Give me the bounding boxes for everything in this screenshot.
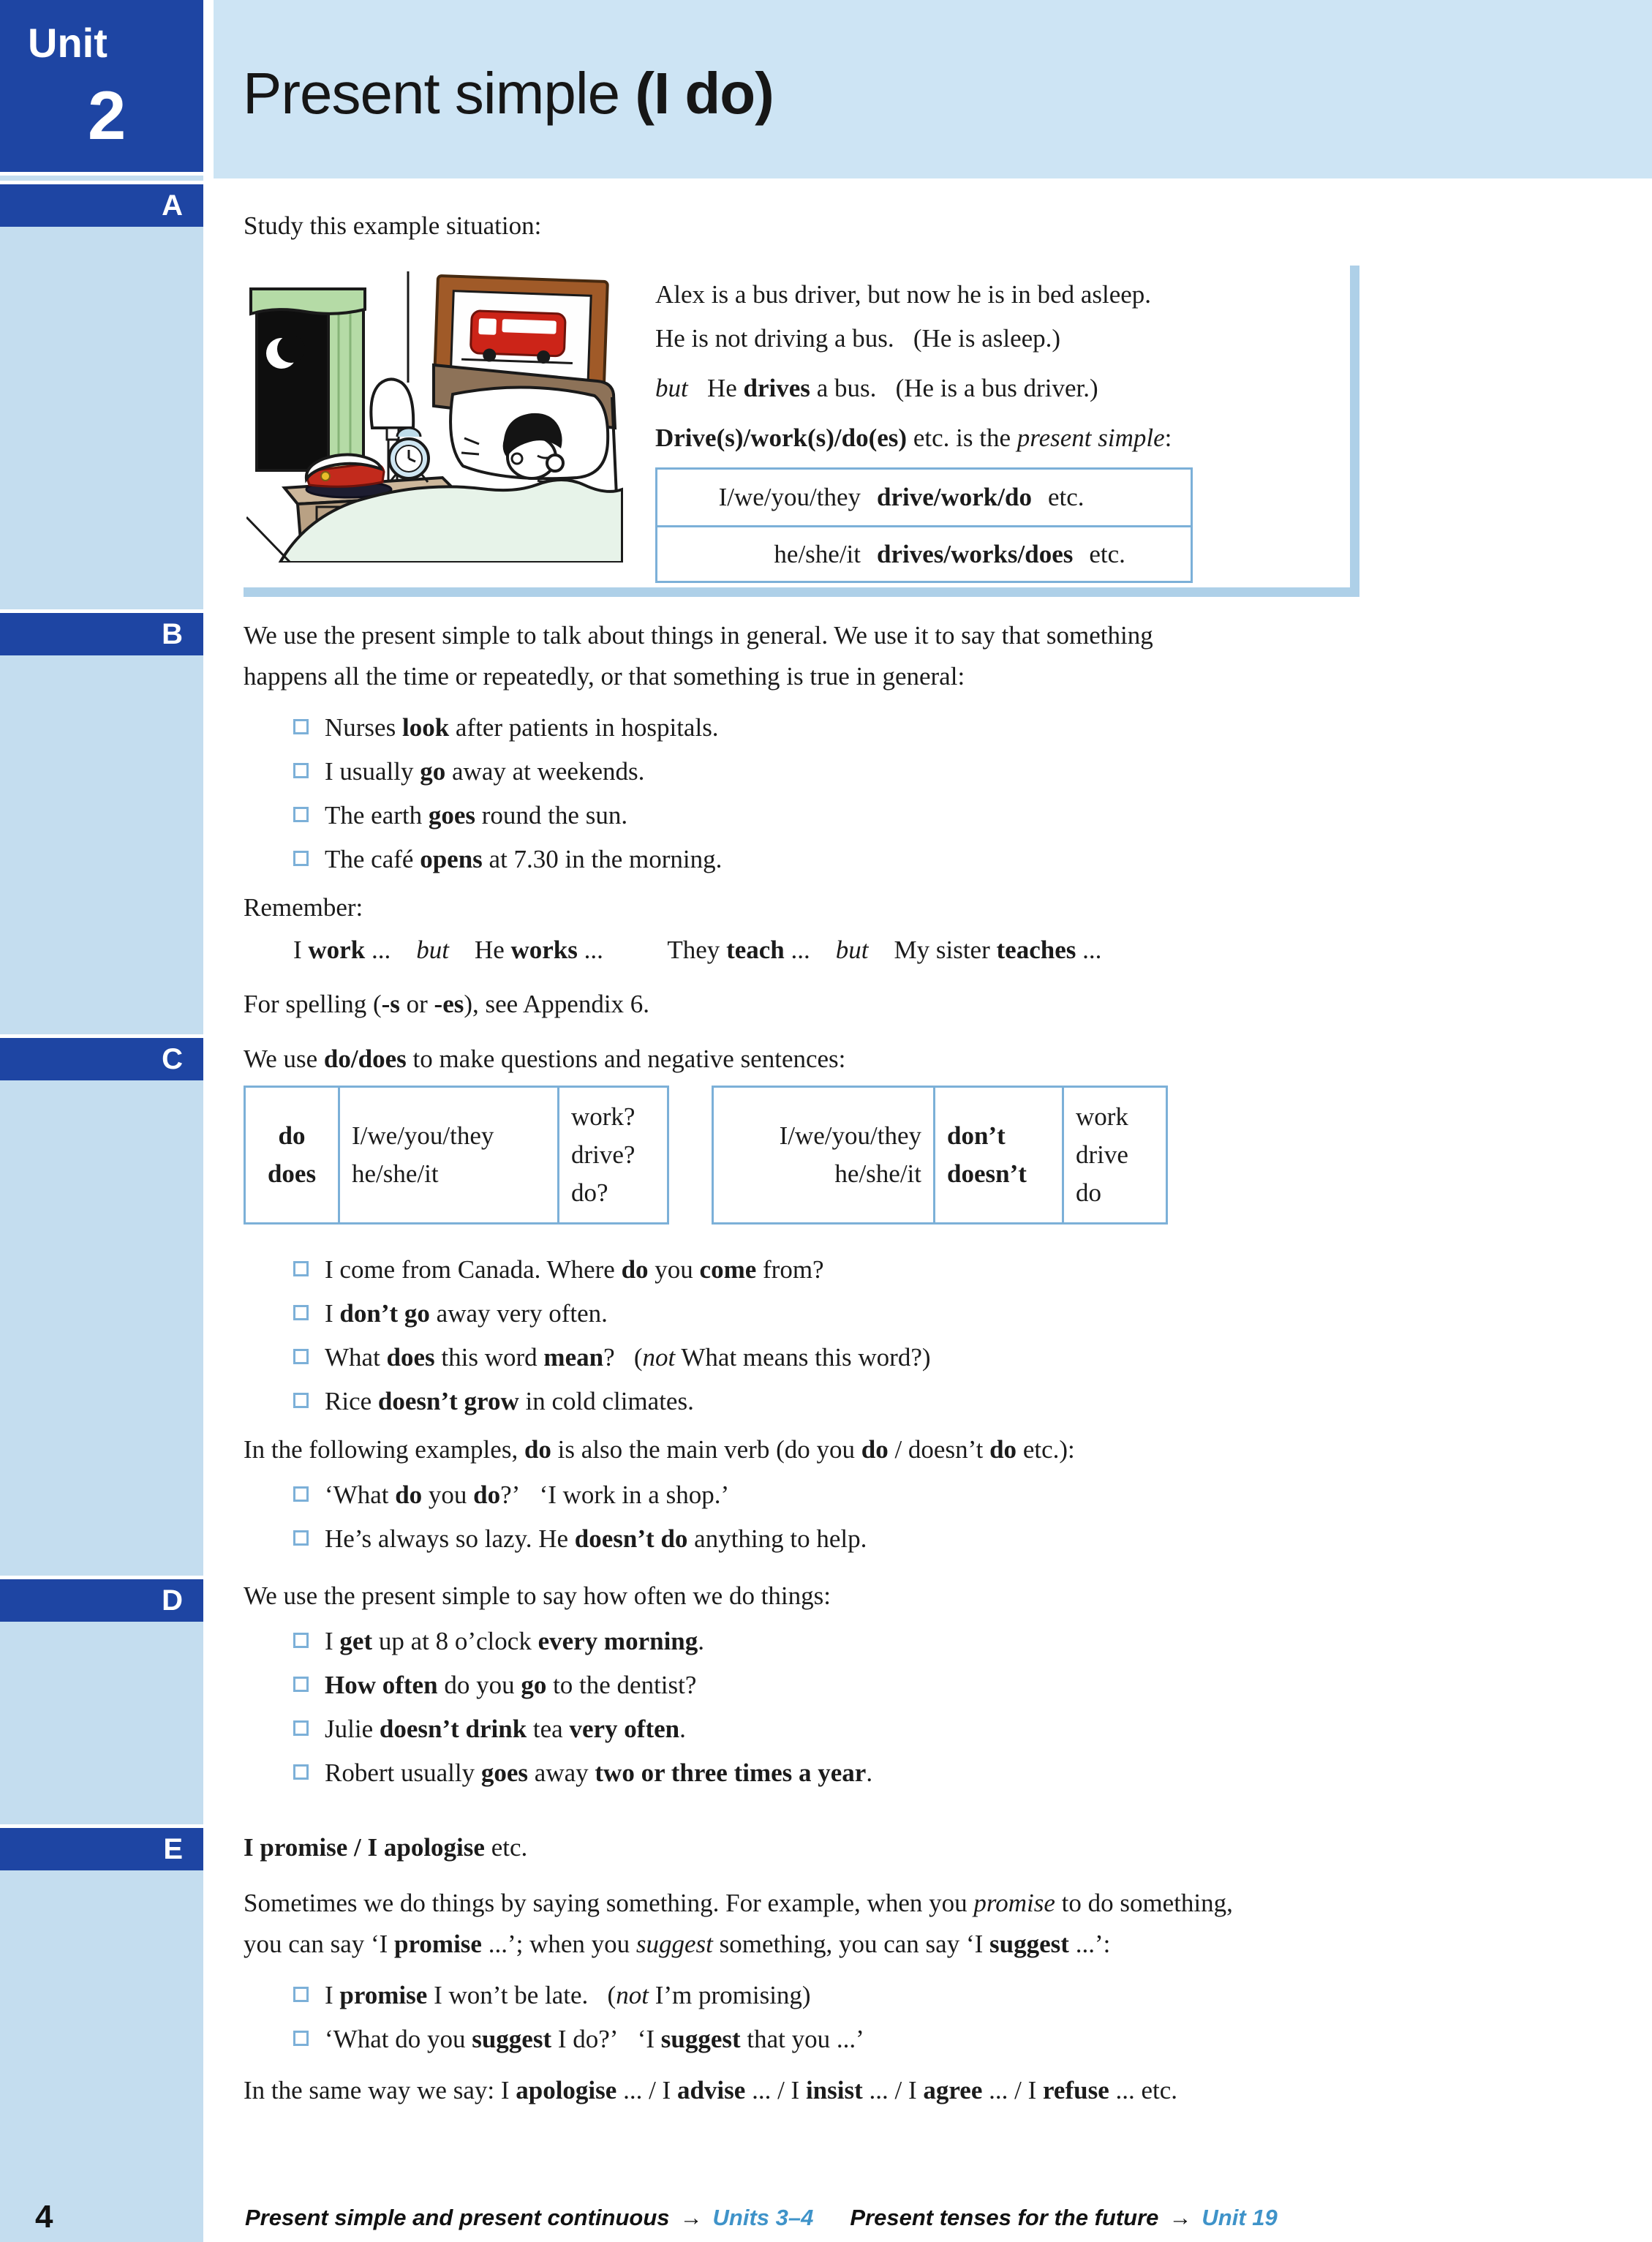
example-bullet (293, 1337, 1564, 1378)
table-line: don’t (947, 1121, 1006, 1150)
example-bullet (293, 839, 1564, 880)
table-line: do? (571, 1178, 608, 1207)
section-e (0, 1824, 1652, 2111)
page-title (243, 61, 774, 126)
example-line: but He drives a bus. (He is a bus driver.) (655, 374, 1098, 402)
section-b-label-column (0, 609, 203, 655)
remember-label: Remember: (244, 893, 363, 922)
section-b-body (203, 609, 1652, 1025)
example-bullet (293, 1519, 1564, 1560)
verb-column (1062, 1088, 1166, 1222)
example-text: How often do you go to the dentist? (325, 1671, 697, 1699)
table-row (657, 470, 1191, 525)
example-line: Alex is a bus driver, but now he is in bed asleep. (655, 280, 1152, 309)
example-list (244, 707, 1564, 880)
section-d (0, 1576, 1652, 1797)
example-list (244, 1621, 1564, 1794)
section-b-intro: We use the present simple to talk about things in general. We use it to say that something happens all the time or repeatedly, or that something is true in general: (244, 621, 1153, 691)
verbs-cell: drive/work/do (877, 483, 1032, 511)
reference-text: Present simple and present continuous (245, 2205, 670, 2230)
section-c-body (203, 1034, 1652, 1562)
unit-reference-link: Units 3–4 (712, 2205, 814, 2230)
example-list (244, 1975, 1564, 2060)
section-b (0, 609, 1652, 1025)
section-d-label-column (0, 1576, 203, 1622)
do-does-tables (244, 1086, 1564, 1225)
bullet-square-icon (293, 2031, 309, 2046)
example-text: Nurses look after patients in hospitals. (325, 713, 719, 742)
unit-badge (0, 0, 203, 176)
bullet-square-icon (293, 763, 309, 778)
lamp-shade (371, 379, 413, 428)
section-letter: C (162, 1042, 183, 1075)
example-text: What does this word mean? (not What means this word?) (325, 1343, 931, 1372)
example-text: I get up at 8 o’clock every morning. (325, 1627, 705, 1655)
arrow-icon: → (679, 2205, 703, 2230)
conjugation-table (655, 467, 1193, 583)
unit-label: Unit (28, 20, 108, 66)
example-bullet (293, 1249, 1564, 1290)
example-line: He is not driving a bus. (He is asleep.) (655, 324, 1061, 353)
table-row (657, 525, 1191, 581)
bullet-square-icon (293, 1305, 309, 1320)
example-text: ‘What do you do?’ ‘I work in a shop.’ (325, 1481, 730, 1509)
section-d-bar (0, 1576, 203, 1622)
example-bullet (293, 1709, 1564, 1750)
section-e-closing: In the same way we say: I apologise ... / I advise ... / I insist ... / I agree ... / I refuse ... etc. (244, 2076, 1178, 2104)
section-letter: E (163, 1832, 183, 1865)
section-a (0, 181, 1652, 597)
section-c (0, 1034, 1652, 1562)
table-line: drive (1076, 1140, 1128, 1169)
bullet-square-icon (293, 1393, 309, 1408)
table-line: work? (571, 1102, 635, 1131)
negative-table (712, 1086, 1168, 1225)
etc-cell: etc. (1047, 483, 1085, 511)
example-bullet (293, 1665, 1564, 1706)
example-bullet (293, 1293, 1564, 1334)
example-text: ‘What do you suggest I do?’ ‘I suggest that you ...’ (325, 2025, 864, 2053)
title-regular: Present simple (243, 61, 635, 126)
example-bullet (293, 1621, 1564, 1662)
table-line: I/we/you/they (352, 1121, 494, 1150)
bullet-square-icon (293, 1530, 309, 1546)
section-e-body (203, 1824, 1652, 2111)
curtain-pelmet (251, 289, 365, 314)
example-text: Robert usually goes away two or three times a year. (325, 1758, 873, 1787)
bullet-square-icon (293, 1764, 309, 1780)
bullet-square-icon (293, 1987, 309, 2002)
example-text: I come from Canada. Where do you come from? (325, 1255, 824, 1284)
example-bullet (293, 707, 1564, 748)
section-d-body (203, 1576, 1652, 1797)
table-line: work (1076, 1102, 1128, 1131)
example-bullet (293, 1753, 1564, 1794)
bullet-square-icon (293, 1349, 309, 1364)
section-c-bar (0, 1034, 203, 1080)
example-text-block (655, 271, 1350, 583)
table-line: I/we/you/they (779, 1121, 921, 1150)
main-verb-note: In the following examples, do is also the main verb (do you do / doesn’t do etc.): (244, 1435, 1075, 1464)
bedroom-illustration (246, 271, 623, 563)
example-list (244, 1249, 1564, 1422)
title-band (214, 0, 1652, 178)
pronouns-cell: he/she/it (774, 539, 861, 568)
pronoun-column (338, 1088, 557, 1222)
section-c-label-column (0, 1034, 203, 1080)
cross-references (245, 2205, 1278, 2231)
page-number: 4 (35, 2199, 53, 2235)
unit-reference-link: Unit 19 (1202, 2205, 1278, 2230)
bullet-square-icon (293, 807, 309, 822)
example-text: Julie doesn’t drink tea very often. (325, 1715, 686, 1743)
section-c-intro: We use do/does to make questions and negative sentences: (244, 1045, 846, 1073)
bus-driver-cap (306, 454, 391, 497)
question-table (244, 1086, 669, 1225)
aux-column (246, 1088, 338, 1222)
table-line: do (1076, 1178, 1101, 1207)
title-bold: (I do) (635, 61, 774, 126)
pronouns-cell: I/we/you/they (718, 483, 861, 511)
example-list (244, 1475, 1564, 1560)
verbs-cell: drives/works/does (877, 539, 1074, 568)
example-panel (244, 266, 1359, 597)
remember-line: I work ... but He works ... They teach ... but My sister teaches ... (293, 936, 1102, 964)
table-line: drive? (571, 1140, 635, 1169)
section-letter: D (162, 1584, 183, 1617)
example-text: Rice doesn’t grow in cold climates. (325, 1387, 694, 1415)
example-text: He’s always so lazy. He doesn’t do anything to help. (325, 1524, 867, 1553)
example-bullet (293, 1381, 1564, 1422)
example-text: I don’t go away very often. (325, 1299, 608, 1328)
arrow-icon: → (1169, 2205, 1192, 2230)
table-line: do (278, 1121, 306, 1150)
section-letter: B (162, 617, 183, 650)
spelling-note: For spelling (-s or -es), see Appendix 6. (244, 990, 650, 1018)
example-bullet (293, 1975, 1564, 2016)
section-letter: A (162, 189, 183, 222)
section-e-paragraph: Sometimes we do things by saying something. For example, when you promise to do something, you can say ‘I promise ...’; when you suggest something, you can say ‘I suggest ...’: (244, 1889, 1233, 1958)
example-text: I promise I won’t be late. (not I’m promising) (325, 1981, 811, 2009)
bullet-square-icon (293, 1720, 309, 1736)
section-b-bar (0, 609, 203, 655)
pronoun-column (714, 1088, 933, 1222)
curtain (328, 290, 363, 473)
unit-number: 2 (88, 77, 127, 154)
example-bullet (293, 1475, 1564, 1516)
aux-column (933, 1088, 1062, 1222)
bullet-square-icon (293, 719, 309, 734)
table-line: does (267, 1159, 317, 1188)
example-text: The earth goes round the sun. (325, 801, 628, 830)
bullet-square-icon (293, 1677, 309, 1692)
table-line: he/she/it (352, 1159, 439, 1188)
bullet-square-icon (293, 1486, 309, 1502)
example-text: The café opens at 7.30 in the morning. (325, 845, 723, 873)
bullet-square-icon (293, 851, 309, 866)
page-footer (0, 2196, 1652, 2240)
section-e-bar (0, 1824, 203, 1870)
table-line: he/she/it (834, 1159, 921, 1188)
night-window (257, 293, 330, 470)
example-text: I usually go away at weekends. (325, 757, 645, 786)
section-d-intro: We use the present simple to say how often we do things: (244, 1581, 831, 1610)
example-bullet (293, 751, 1564, 792)
example-bullet (293, 795, 1564, 836)
table-line: doesn’t (947, 1159, 1027, 1188)
section-a-lead: Study this example situation: (244, 211, 542, 240)
verb-column (557, 1088, 667, 1222)
section-e-heading: I promise / I apologise etc. (244, 1833, 528, 1862)
example-line: Drive(s)/work(s)/do(es) etc. is the present simple: (655, 424, 1172, 452)
section-e-label-column (0, 1824, 203, 1870)
example-bullet (293, 2019, 1564, 2060)
section-a-bar (0, 181, 203, 227)
section-a-body (203, 181, 1652, 597)
bullet-square-icon (293, 1633, 309, 1648)
section-a-label-column (0, 181, 203, 227)
etc-cell: etc. (1089, 539, 1125, 568)
reference-text: Present tenses for the future (850, 2205, 1159, 2230)
bullet-square-icon (293, 1261, 309, 1276)
